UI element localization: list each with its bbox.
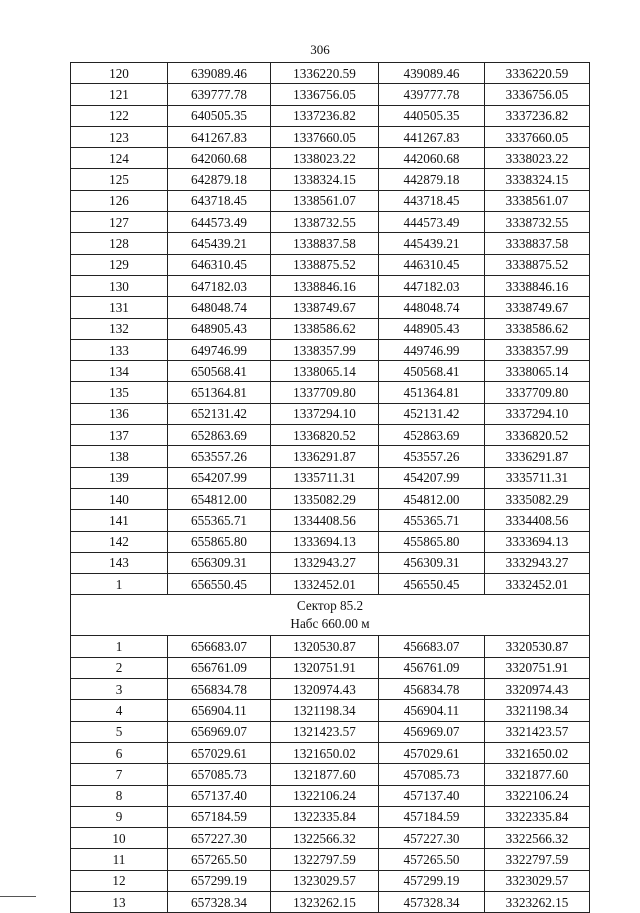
- point-number-cell: 4: [71, 700, 168, 721]
- coordinate-cell: 1335082.29: [271, 488, 379, 509]
- coordinate-cell: 656550.45: [168, 574, 271, 595]
- coordinate-cell: 3333694.13: [485, 531, 590, 552]
- table-row: [71, 212, 590, 233]
- coordinate-cell: 1338023.22: [271, 148, 379, 169]
- coordinate-cell: 3322797.59: [485, 849, 590, 870]
- coordinate-cell: 1337660.05: [271, 126, 379, 147]
- coordinate-cell: 657328.34: [168, 891, 271, 912]
- coordinate-cell: 657029.61: [168, 742, 271, 763]
- coordinate-cell: 656969.07: [168, 721, 271, 742]
- coordinate-cell: 3338732.55: [485, 212, 590, 233]
- point-number-cell: 127: [71, 212, 168, 233]
- coordinate-cell: 1338749.67: [271, 297, 379, 318]
- coordinate-cell: 647182.03: [168, 275, 271, 296]
- coordinate-cell: 656834.78: [168, 679, 271, 700]
- coordinate-cell: 657184.59: [168, 806, 271, 827]
- coordinate-cell: 644573.49: [168, 212, 271, 233]
- coordinate-cell: 639777.78: [168, 84, 271, 105]
- table-row: [71, 679, 590, 700]
- coordinate-cell: 1333694.13: [271, 531, 379, 552]
- coordinate-cell: 3321198.34: [485, 700, 590, 721]
- coordinate-cell: 455865.80: [379, 531, 485, 552]
- point-number-cell: 143: [71, 552, 168, 573]
- coordinate-cell: 3336291.87: [485, 446, 590, 467]
- table-row: [71, 403, 590, 424]
- coordinate-cell: 3336756.05: [485, 84, 590, 105]
- point-number-cell: 134: [71, 361, 168, 382]
- coordinate-cell: 1338586.62: [271, 318, 379, 339]
- coordinate-cell: 642060.68: [168, 148, 271, 169]
- coordinate-cell: 457137.40: [379, 785, 485, 806]
- section-header: [71, 595, 590, 636]
- coordinate-cell: 3337709.80: [485, 382, 590, 403]
- coordinate-cell: 656904.11: [168, 700, 271, 721]
- coordinate-cell: 456969.07: [379, 721, 485, 742]
- coordinate-cell: 1320751.91: [271, 657, 379, 678]
- point-number-cell: 128: [71, 233, 168, 254]
- table-bottom-body: [71, 636, 590, 913]
- coordinate-cell: 452863.69: [379, 425, 485, 446]
- coordinate-cell: 1338732.55: [271, 212, 379, 233]
- coordinate-cell: 1338324.15: [271, 169, 379, 190]
- coordinate-cell: 1322106.24: [271, 785, 379, 806]
- coordinate-cell: 3338561.07: [485, 190, 590, 211]
- point-number-cell: 120: [71, 63, 168, 84]
- coordinate-cell: 650568.41: [168, 361, 271, 382]
- table-row: [71, 275, 590, 296]
- coordinate-cell: 654207.99: [168, 467, 271, 488]
- coordinate-cell: 456309.31: [379, 552, 485, 573]
- coordinate-cell: 3320530.87: [485, 636, 590, 657]
- coordinate-cell: 1336820.52: [271, 425, 379, 446]
- coordinate-cell: 456904.11: [379, 700, 485, 721]
- point-number-cell: 121: [71, 84, 168, 105]
- point-number-cell: 12: [71, 870, 168, 891]
- coordinate-cell: 643718.45: [168, 190, 271, 211]
- point-number-cell: 126: [71, 190, 168, 211]
- sector-label: Сектор 85.2: [296, 598, 364, 614]
- point-number-cell: 123: [71, 126, 168, 147]
- coordinate-cell: 1320974.43: [271, 679, 379, 700]
- coordinate-cell: 1332943.27: [271, 552, 379, 573]
- coordinate-cell: 448048.74: [379, 297, 485, 318]
- point-number-cell: 13: [71, 891, 168, 912]
- coordinate-cell: 656683.07: [168, 636, 271, 657]
- point-number-cell: 142: [71, 531, 168, 552]
- coordinate-cell: 442879.18: [379, 169, 485, 190]
- coordinate-cell: 3335711.31: [485, 467, 590, 488]
- coordinate-cell: 453557.26: [379, 446, 485, 467]
- table-row: [71, 190, 590, 211]
- coordinate-cell: 3320751.91: [485, 657, 590, 678]
- coordinate-cell: 1336756.05: [271, 84, 379, 105]
- coordinate-cell: 454812.00: [379, 488, 485, 509]
- coordinate-cell: 456550.45: [379, 574, 485, 595]
- point-number-cell: 3: [71, 679, 168, 700]
- point-number-cell: 137: [71, 425, 168, 446]
- coordinate-cell: 1336291.87: [271, 446, 379, 467]
- coordinate-cell: 456683.07: [379, 636, 485, 657]
- section-header-row: [71, 595, 590, 636]
- coordinate-cell: 3337660.05: [485, 126, 590, 147]
- table-row: [71, 574, 590, 595]
- coordinate-cell: 457328.34: [379, 891, 485, 912]
- coordinate-cell: 443718.45: [379, 190, 485, 211]
- point-number-cell: 139: [71, 467, 168, 488]
- coordinate-cell: 1323262.15: [271, 891, 379, 912]
- coordinate-cell: 651364.81: [168, 382, 271, 403]
- coordinate-cell: 641267.83: [168, 126, 271, 147]
- coordinate-cell: 3322106.24: [485, 785, 590, 806]
- coordinate-cell: 452131.42: [379, 403, 485, 424]
- coordinate-cell: 3334408.56: [485, 510, 590, 531]
- point-number-cell: 1: [71, 574, 168, 595]
- table-row: [71, 700, 590, 721]
- point-number-cell: 124: [71, 148, 168, 169]
- point-number-cell: 5: [71, 721, 168, 742]
- coordinate-cell: 451364.81: [379, 382, 485, 403]
- coordinate-cell: 3332452.01: [485, 574, 590, 595]
- table-row: [71, 870, 590, 891]
- table-row: [71, 467, 590, 488]
- coordinate-cell: 3338023.22: [485, 148, 590, 169]
- coordinate-cell: 1338837.58: [271, 233, 379, 254]
- point-number-cell: 136: [71, 403, 168, 424]
- table-row: [71, 233, 590, 254]
- coordinate-cell: 3321877.60: [485, 764, 590, 785]
- coordinate-cell: 1321650.02: [271, 742, 379, 763]
- coordinate-cell: 3338846.16: [485, 275, 590, 296]
- coordinate-cell: 3338875.52: [485, 254, 590, 275]
- coordinate-cell: 450568.41: [379, 361, 485, 382]
- table-row: [71, 169, 590, 190]
- table-row: [71, 806, 590, 827]
- coordinate-cell: 1321877.60: [271, 764, 379, 785]
- coordinate-cell: 652131.42: [168, 403, 271, 424]
- coordinate-cell: 457029.61: [379, 742, 485, 763]
- coordinate-cell: 454207.99: [379, 467, 485, 488]
- coordinate-cell: 455365.71: [379, 510, 485, 531]
- coordinate-cell: 1320530.87: [271, 636, 379, 657]
- coordinate-cell: 3335082.29: [485, 488, 590, 509]
- table-row: [71, 785, 590, 806]
- table-row: [71, 828, 590, 849]
- coordinate-cell: 442060.68: [379, 148, 485, 169]
- coordinate-cell: 445439.21: [379, 233, 485, 254]
- coordinate-cell: 1337294.10: [271, 403, 379, 424]
- coordinate-cell: 441267.83: [379, 126, 485, 147]
- coordinate-cell: 652863.69: [168, 425, 271, 446]
- coordinate-cell: 642879.18: [168, 169, 271, 190]
- coordinate-cell: 1322335.84: [271, 806, 379, 827]
- coordinate-cell: 439777.78: [379, 84, 485, 105]
- point-number-cell: 141: [71, 510, 168, 531]
- table-row: [71, 849, 590, 870]
- coordinate-cell: 1334408.56: [271, 510, 379, 531]
- coordinate-cell: 639089.46: [168, 63, 271, 84]
- coordinate-cell: 3323262.15: [485, 891, 590, 912]
- table-row: [71, 721, 590, 742]
- point-number-cell: 11: [71, 849, 168, 870]
- table-row: [71, 425, 590, 446]
- page-number: 306: [310, 42, 330, 57]
- coordinate-cell: 3321650.02: [485, 742, 590, 763]
- coordinate-cell: 3337294.10: [485, 403, 590, 424]
- coordinate-cell: 446310.45: [379, 254, 485, 275]
- point-number-cell: 122: [71, 105, 168, 126]
- coordinate-cell: 3337236.82: [485, 105, 590, 126]
- coordinate-cell: 440505.35: [379, 105, 485, 126]
- table-top-body: [71, 63, 590, 595]
- point-number-cell: 129: [71, 254, 168, 275]
- coordinate-cell: 1338065.14: [271, 361, 379, 382]
- coordinate-cell: 645439.21: [168, 233, 271, 254]
- coordinate-cell: 3322335.84: [485, 806, 590, 827]
- table-row: [71, 126, 590, 147]
- coordinate-cell: 457265.50: [379, 849, 485, 870]
- table-row: [71, 891, 590, 912]
- coordinate-cell: 1321423.57: [271, 721, 379, 742]
- point-number-cell: 140: [71, 488, 168, 509]
- point-number-cell: 135: [71, 382, 168, 403]
- coordinate-cell: 653557.26: [168, 446, 271, 467]
- point-number-cell: 133: [71, 339, 168, 360]
- point-number-cell: 132: [71, 318, 168, 339]
- point-number-cell: 2: [71, 657, 168, 678]
- table-row: [71, 318, 590, 339]
- table-row: [71, 742, 590, 763]
- point-number-cell: 131: [71, 297, 168, 318]
- coordinate-cell: 3320974.43: [485, 679, 590, 700]
- footer-rule: [0, 896, 36, 897]
- point-number-cell: 138: [71, 446, 168, 467]
- point-number-cell: 9: [71, 806, 168, 827]
- table-row: [71, 148, 590, 169]
- coordinate-cell: 3338065.14: [485, 361, 590, 382]
- coordinate-cell: 656761.09: [168, 657, 271, 678]
- coordinate-cell: 648048.74: [168, 297, 271, 318]
- coordinate-cell: 657265.50: [168, 849, 271, 870]
- coordinate-cell: 1321198.34: [271, 700, 379, 721]
- coordinate-cell: 3323029.57: [485, 870, 590, 891]
- coordinate-cell: 3336220.59: [485, 63, 590, 84]
- coordinate-cell: 1323029.57: [271, 870, 379, 891]
- point-number-cell: 125: [71, 169, 168, 190]
- coordinates-table: [70, 62, 590, 913]
- coordinate-cell: 657227.30: [168, 828, 271, 849]
- coordinate-cell: 3338837.58: [485, 233, 590, 254]
- coordinate-cell: 1338561.07: [271, 190, 379, 211]
- coordinate-cell: 1332452.01: [271, 574, 379, 595]
- point-number-cell: 7: [71, 764, 168, 785]
- table-row: [71, 297, 590, 318]
- coordinate-cell: 3336820.52: [485, 425, 590, 446]
- coordinate-cell: 3338586.62: [485, 318, 590, 339]
- coordinate-cell: 3338357.99: [485, 339, 590, 360]
- table-row: [71, 361, 590, 382]
- coordinate-cell: 1335711.31: [271, 467, 379, 488]
- elevation-label: Набс 660.00 м: [290, 616, 370, 632]
- coordinate-cell: 1338357.99: [271, 339, 379, 360]
- table-row: [71, 636, 590, 657]
- point-number-cell: 6: [71, 742, 168, 763]
- coordinate-cell: 444573.49: [379, 212, 485, 233]
- table-row: [71, 382, 590, 403]
- table-row: [71, 764, 590, 785]
- table-row: [71, 105, 590, 126]
- coordinate-cell: 1337709.80: [271, 382, 379, 403]
- table-row: [71, 339, 590, 360]
- table-row: [71, 552, 590, 573]
- coordinate-cell: 655365.71: [168, 510, 271, 531]
- coordinate-cell: 1337236.82: [271, 105, 379, 126]
- coordinate-cell: 1336220.59: [271, 63, 379, 84]
- table-row: [71, 657, 590, 678]
- coordinate-cell: 657137.40: [168, 785, 271, 806]
- coordinate-cell: 456834.78: [379, 679, 485, 700]
- coordinate-cell: 457227.30: [379, 828, 485, 849]
- coordinate-cell: 448905.43: [379, 318, 485, 339]
- coordinate-cell: 457299.19: [379, 870, 485, 891]
- coordinate-cell: 640505.35: [168, 105, 271, 126]
- coordinate-cell: 3338324.15: [485, 169, 590, 190]
- table-row: [71, 254, 590, 275]
- coordinate-cell: 1338875.52: [271, 254, 379, 275]
- coordinate-cell: 655865.80: [168, 531, 271, 552]
- coordinate-cell: 646310.45: [168, 254, 271, 275]
- coordinate-cell: 456761.09: [379, 657, 485, 678]
- point-number-cell: 8: [71, 785, 168, 806]
- coordinate-cell: 457085.73: [379, 764, 485, 785]
- coordinate-cell: 656309.31: [168, 552, 271, 573]
- coordinate-cell: 657085.73: [168, 764, 271, 785]
- coordinate-cell: 1322566.32: [271, 828, 379, 849]
- coordinate-cell: 457184.59: [379, 806, 485, 827]
- coordinate-cell: 1338846.16: [271, 275, 379, 296]
- coordinate-cell: 3332943.27: [485, 552, 590, 573]
- point-number-cell: 130: [71, 275, 168, 296]
- coordinate-cell: 439089.46: [379, 63, 485, 84]
- coordinate-cell: 449746.99: [379, 339, 485, 360]
- coordinate-cell: 447182.03: [379, 275, 485, 296]
- coordinate-cell: 3338749.67: [485, 297, 590, 318]
- coordinate-cell: 1322797.59: [271, 849, 379, 870]
- coordinate-cell: 649746.99: [168, 339, 271, 360]
- section-header-cell: [71, 595, 590, 636]
- coordinate-cell: 654812.00: [168, 488, 271, 509]
- coordinate-cell: 657299.19: [168, 870, 271, 891]
- coordinate-cell: 3321423.57: [485, 721, 590, 742]
- table-row: [71, 510, 590, 531]
- table-row: [71, 84, 590, 105]
- table-row: [71, 63, 590, 84]
- coordinate-cell: 648905.43: [168, 318, 271, 339]
- coordinate-cell: 3322566.32: [485, 828, 590, 849]
- point-number-cell: 1: [71, 636, 168, 657]
- table-row: [71, 488, 590, 509]
- point-number-cell: 10: [71, 828, 168, 849]
- table-row: [71, 446, 590, 467]
- table-row: [71, 531, 590, 552]
